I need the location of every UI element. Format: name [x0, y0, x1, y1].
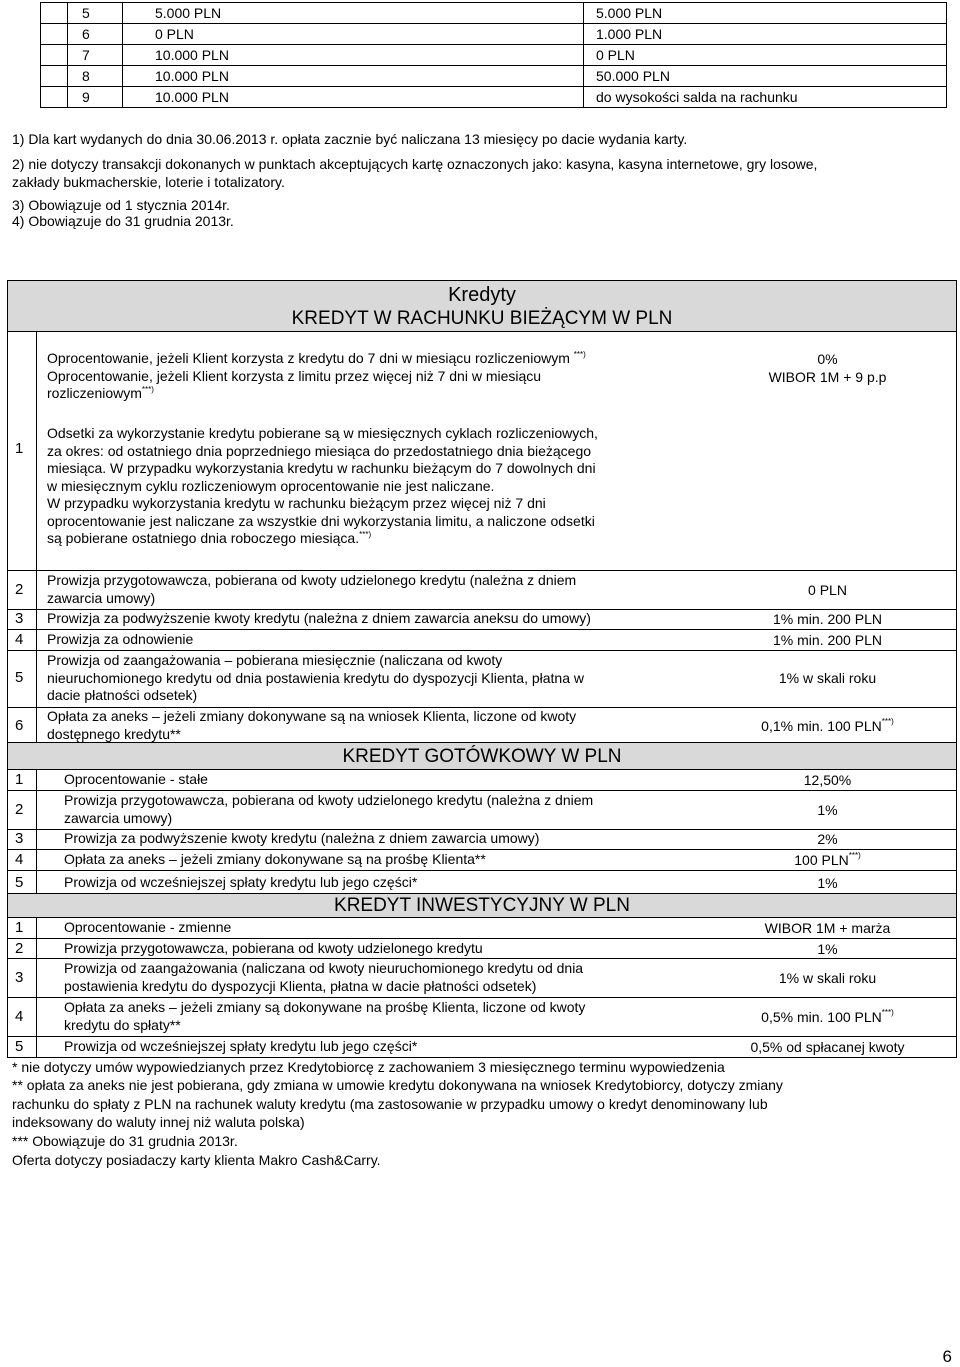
fee-value: 2%: [817, 831, 838, 847]
kredyty-header: [7, 280, 957, 332]
row-number: 1: [15, 771, 24, 788]
footnote-2-line-3: indeksowany do waluty innej niż waluta polska): [12, 1114, 305, 1130]
interest-value-1: 0%: [817, 351, 838, 367]
footnote-marker: ***): [881, 717, 894, 726]
footnote-2-line-1: ** opłata za aneks nie jest pobierana, gdy zmiana w umowie kredytu dokonywana na wniosek Kredytobiorcy, dotyczy zmiany: [12, 1077, 783, 1093]
section-title-investment-loan: KREDYT INWESTYCYJNY W PLN: [7, 893, 957, 918]
row-number: 3: [15, 610, 24, 627]
fee-description: Oprocentowanie - zmienne: [64, 919, 232, 935]
value-b: 50.000 PLN: [584, 66, 947, 87]
col-divider: [36, 332, 37, 742]
value-b: 1.000 PLN: [584, 24, 947, 45]
note-2-line-2: zakłady bukmacherskie, loterie i totalizatory.: [12, 174, 285, 190]
frame-left: [7, 332, 8, 742]
row-number: 4: [15, 851, 24, 868]
fee-description: Prowizja za odnowienie: [47, 631, 194, 647]
row-number: 3: [15, 830, 24, 847]
row-number: 5: [15, 874, 24, 891]
row-number: 4: [15, 1008, 24, 1025]
value-a: 10.000 PLN: [123, 45, 584, 66]
fee-value: 1% min. 200 PLN: [773, 611, 882, 627]
table-row: [41, 66, 947, 87]
footnote-marker: ***): [848, 851, 861, 860]
fee-value: 0,5% min. 100 PLN***): [761, 1008, 894, 1025]
footnote-2-line-2: rachunku do spłaty z PLN na rachunek waluty kredytu (ma zastosowanie w przypadku umowy o kredyt denominowany lub: [12, 1096, 768, 1112]
table-row: [41, 87, 947, 108]
fee-description: Opłata za aneks – jeżeli zmiany dokonywane są na prośbę Klienta**: [64, 851, 486, 867]
fee-value: 0 PLN: [808, 582, 847, 598]
fee-value: 100 PLN***): [794, 851, 861, 868]
fee-table-continuation: [40, 2, 947, 108]
fee-value: 1% w skali roku: [778, 670, 877, 686]
row-number: 2: [15, 581, 24, 598]
fee-description: Opłata za aneks – jeżeli zmiany dokonywane są na wniosek Klienta, liczone od kwoty dostępnego kredytu**: [47, 708, 577, 742]
interest-text: [47, 350, 586, 403]
fee-value: 0,1% min. 100 PLN***): [761, 717, 894, 734]
fee-description: Prowizja za podwyższenie kwoty kredytu (należna z dniem zawarcia umowy): [64, 830, 540, 846]
footnote-marker: ***): [881, 1008, 894, 1017]
value-b: 0 PLN: [584, 45, 947, 66]
table-row: [41, 3, 947, 24]
footnote-marker: ***): [141, 385, 154, 394]
fee-description: Prowizja przygotowawcza, pobierana od kwoty udzielonego kredytu (należna z dniem zawarcia umowy): [64, 792, 594, 826]
fee-value: 1%: [817, 941, 838, 957]
fee-value: WIBOR 1M + marża: [764, 920, 891, 936]
fee-description: Prowizja od wcześniejszej spłaty kredytu lub jego części*: [64, 874, 418, 890]
row-number: 2: [15, 940, 24, 957]
row-number: 4: [15, 631, 24, 648]
fee-description: Prowizja przygotowawcza, pobierana od kwoty udzielonego kredytu: [64, 940, 483, 956]
fee-value: 12,50%: [803, 772, 852, 788]
value-b: do wysokości salda na rachunku: [584, 87, 947, 108]
section-title-cash-loan: KREDYT GOTÓWKOWY W PLN: [7, 742, 957, 770]
table-row: [41, 45, 947, 66]
footnote-4: Oferta dotyczy posiadaczy karty klienta Makro Cash&Carry.: [12, 1152, 381, 1168]
note-1: 1) Dla kart wydanych do dnia 30.06.2013 r. opłata zacznie być naliczana 13 miesięcy po dacie wydania karty.: [12, 131, 688, 147]
value-a: 0 PLN: [123, 24, 584, 45]
section-title-overdraft: KREDYT W RACHUNKU BIEŻĄCYM W PLN: [291, 308, 673, 329]
interest-line-1: Oprocentowanie, jeżeli Klient korzysta z kredytu do 7 dni w miesiącu rozliczeniowym: [47, 350, 570, 366]
fee-value: 1% min. 200 PLN: [773, 632, 882, 648]
interest-line-3: rozliczeniowym: [47, 385, 142, 401]
fee-description: Opłata za aneks – jeżeli zmiany są dokonywane na prośbę Klienta, liczone od kwoty kredytu do spłaty**: [64, 999, 586, 1033]
page-number: 6: [942, 1347, 952, 1366]
interest-value-2: WIBOR 1M + 9 p.p: [768, 369, 887, 385]
fee-description: Prowizja od wcześniejszej spłaty kredytu lub jego części*: [64, 1038, 418, 1054]
fee-value: 1%: [817, 802, 838, 818]
value-a: 10.000 PLN: [123, 87, 584, 108]
frame-right: [956, 332, 957, 742]
row-number: 1: [15, 919, 24, 936]
fee-value: 1% w skali roku: [778, 970, 877, 986]
row-number: 6: [68, 24, 123, 45]
kredyty-title: Kredyty: [448, 284, 516, 306]
fee-value: 1%: [817, 875, 838, 891]
row-number: 9: [68, 87, 123, 108]
row-number: 6: [15, 717, 24, 734]
note-4: 4) Obowiązuje do 31 grudnia 2013r.: [12, 213, 234, 229]
note-2-line-1: 2) nie dotyczy transakcji dokonanych w punktach akceptujących kartę oznaczonych jako: kasyna, kasyna internetowe, gry losowe,: [12, 156, 818, 172]
row-number: 2: [15, 801, 24, 818]
row-number: 7: [68, 45, 123, 66]
value-a: 10.000 PLN: [123, 66, 584, 87]
interest-description: Odsetki za wykorzystanie kredytu pobierane są w miesięcznych cyklach rozliczeniowych, za okres: od ostatniego dnia poprzedniego miesiąca do przedostatniego dnia bieżącego miesiąca. W przypadku wykorzystania kredytu w rachunku bieżącym do 7 dowolnych dni w miesięcznym cyklu rozliczeniowym oprocentowanie nie jest naliczane. W przypadku wykorzystania kredytu w rachunku bieżącym przez więcej niż 7 dni oprocentowanie jest naliczane za wszystkie dni wykorzystania limitu, a naliczone odsetki są pobierane ostatniego dnia roboczego miesiąca.***): [47, 425, 598, 546]
value-a: 5.000 PLN: [123, 3, 584, 24]
row-number: 5: [15, 1038, 24, 1055]
table-row: [41, 24, 947, 45]
value-b: 5.000 PLN: [584, 3, 947, 24]
row-number: 3: [15, 969, 24, 986]
interest-line-2: Oprocentowanie, jeżeli Klient korzysta z limitu przez więcej niż 7 dni w miesiącu: [47, 367, 542, 384]
note-3: 3) Obowiązuje od 1 stycznia 2014r.: [12, 197, 230, 213]
fee-description: Oprocentowanie - stałe: [64, 771, 208, 787]
fee-description: Prowizja przygotowawcza, pobierana od kwoty udzielonego kredytu (należna z dniem zawarcia umowy): [47, 572, 577, 606]
row-number: 8: [68, 66, 123, 87]
fee-description: Prowizja od zaangażowania (naliczana od kwoty nieuruchomionego kredytu od dnia postawienia kredytu do dyspozycji Klienta, płatna w dacie płatności odsetek): [64, 960, 584, 994]
fee-value: 0,5% od spłacanej kwoty: [750, 1039, 905, 1055]
fee-description: Prowizja od zaangażowania – pobierana miesięcznie (naliczana od kwoty nieuruchomionego kredytu od dnia postawienia kredytu do dyspozycji Klienta, płatna w dacie płatności odsetek): [47, 652, 584, 703]
footnote-marker: ***): [359, 530, 372, 539]
footnote-3: *** Obowiązuje do 31 grudnia 2013r.: [12, 1133, 238, 1149]
row-number: 5: [15, 669, 24, 686]
footnote-1: * nie dotyczy umów wypowiedzianych przez Kredytobiorcę z zachowaniem 3 miesięcznego terminu wypowiedzenia: [12, 1059, 725, 1075]
row-number: 5: [68, 3, 123, 24]
fee-description: Prowizja za podwyższenie kwoty kredytu (należna z dniem zawarcia aneksu do umowy): [47, 610, 591, 626]
footnote-marker: ***): [573, 350, 586, 359]
row-number: 1: [15, 440, 24, 457]
